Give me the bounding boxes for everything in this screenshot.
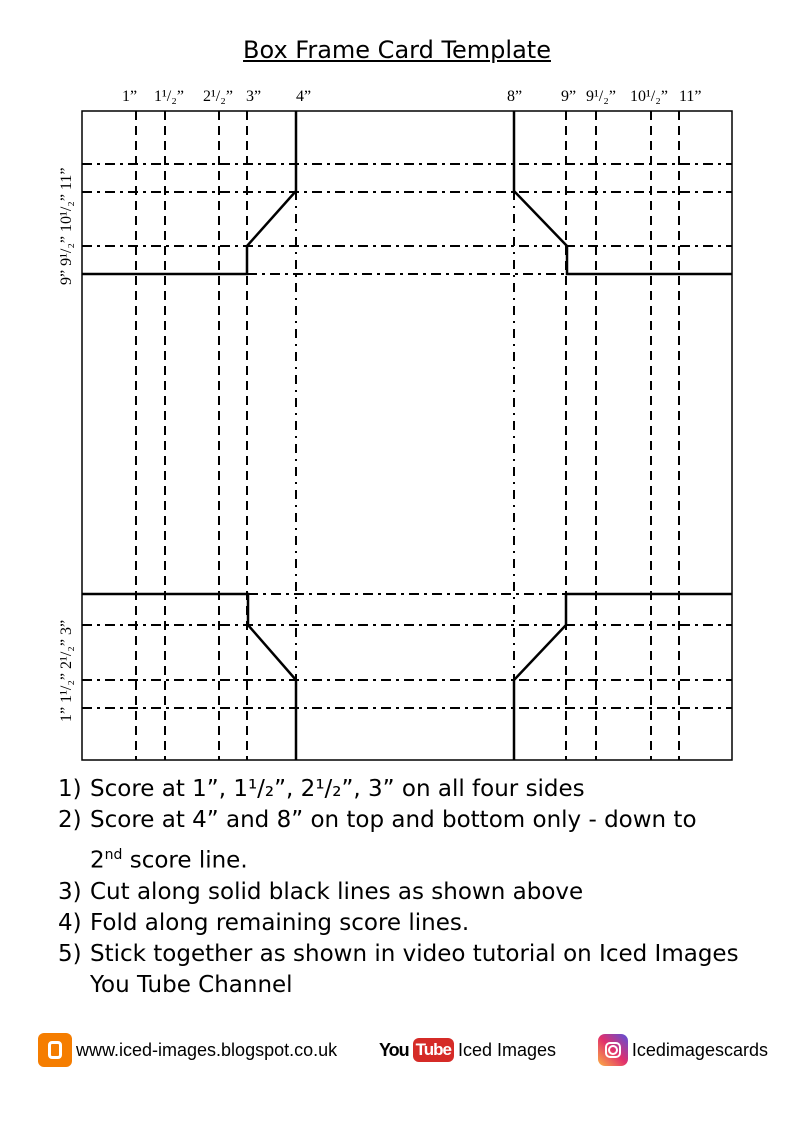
top-label: 3” [246, 88, 262, 105]
top-label: 9¹/₂” [586, 88, 616, 105]
step-text: Score at 1”, 1¹/₂”, 2¹/₂”, 3” on all four sides [90, 776, 585, 802]
step-text: Score at 4” and 8” on top and bottom only - down to [90, 807, 697, 833]
left-labels-bottom: 1” 1¹/₂” 2¹/₂” 3” [58, 619, 75, 722]
instructions [58, 774, 739, 1001]
instruction-step [58, 877, 739, 908]
blogger-icon [38, 1033, 72, 1067]
instruction-step [58, 939, 739, 970]
step-number: 1) [58, 776, 82, 802]
step-text: Stick together as shown in video tutorial on Iced Images [90, 940, 739, 967]
blog-link[interactable] [38, 1032, 337, 1068]
instruction-step [58, 805, 739, 836]
step-number: 2) [58, 807, 82, 833]
card-outline [82, 111, 732, 760]
instagram-icon [598, 1034, 628, 1066]
top-label: 10¹/₂” [630, 88, 668, 105]
top-label: 4” [296, 88, 312, 105]
instagram-link[interactable] [598, 1032, 768, 1068]
footer [38, 1032, 768, 1068]
cut-line-bottom-right [514, 594, 732, 760]
top-label: 11” [679, 88, 702, 105]
youtube-link[interactable] [379, 1032, 556, 1068]
step-number: 5) [58, 940, 82, 967]
step-continuation: 2nd score line. [90, 847, 248, 874]
top-label: 1¹/₂” [154, 88, 184, 105]
top-label: 1” [122, 88, 138, 105]
youtube-icon: You [378, 1039, 409, 1060]
cut-line-bottom-left [82, 594, 296, 760]
youtube-icon-tube: Tube [413, 1038, 454, 1062]
top-label: 8” [507, 88, 523, 105]
blog-url: www.iced-images.blogspot.co.uk [76, 1039, 338, 1060]
page-title: Box Frame Card Template [243, 36, 551, 64]
instruction-step [58, 774, 739, 805]
instruction-step [58, 908, 739, 939]
left-labels-top: 9” 9¹/₂” 10¹/₂” 11” [58, 167, 75, 285]
step-continuation: You Tube Channel [90, 971, 293, 998]
step-text: Fold along remaining score lines. [90, 909, 470, 936]
step-text: Cut along solid black lines as shown above [90, 878, 584, 905]
instagram-handle: Icedimagescards [631, 1039, 768, 1060]
top-label: 9” [561, 88, 577, 105]
step-number: 3) [58, 878, 82, 905]
youtube-channel: Iced Images [458, 1039, 557, 1060]
top-label: 2¹/₂” [203, 88, 233, 105]
step-number: 4) [58, 909, 82, 936]
